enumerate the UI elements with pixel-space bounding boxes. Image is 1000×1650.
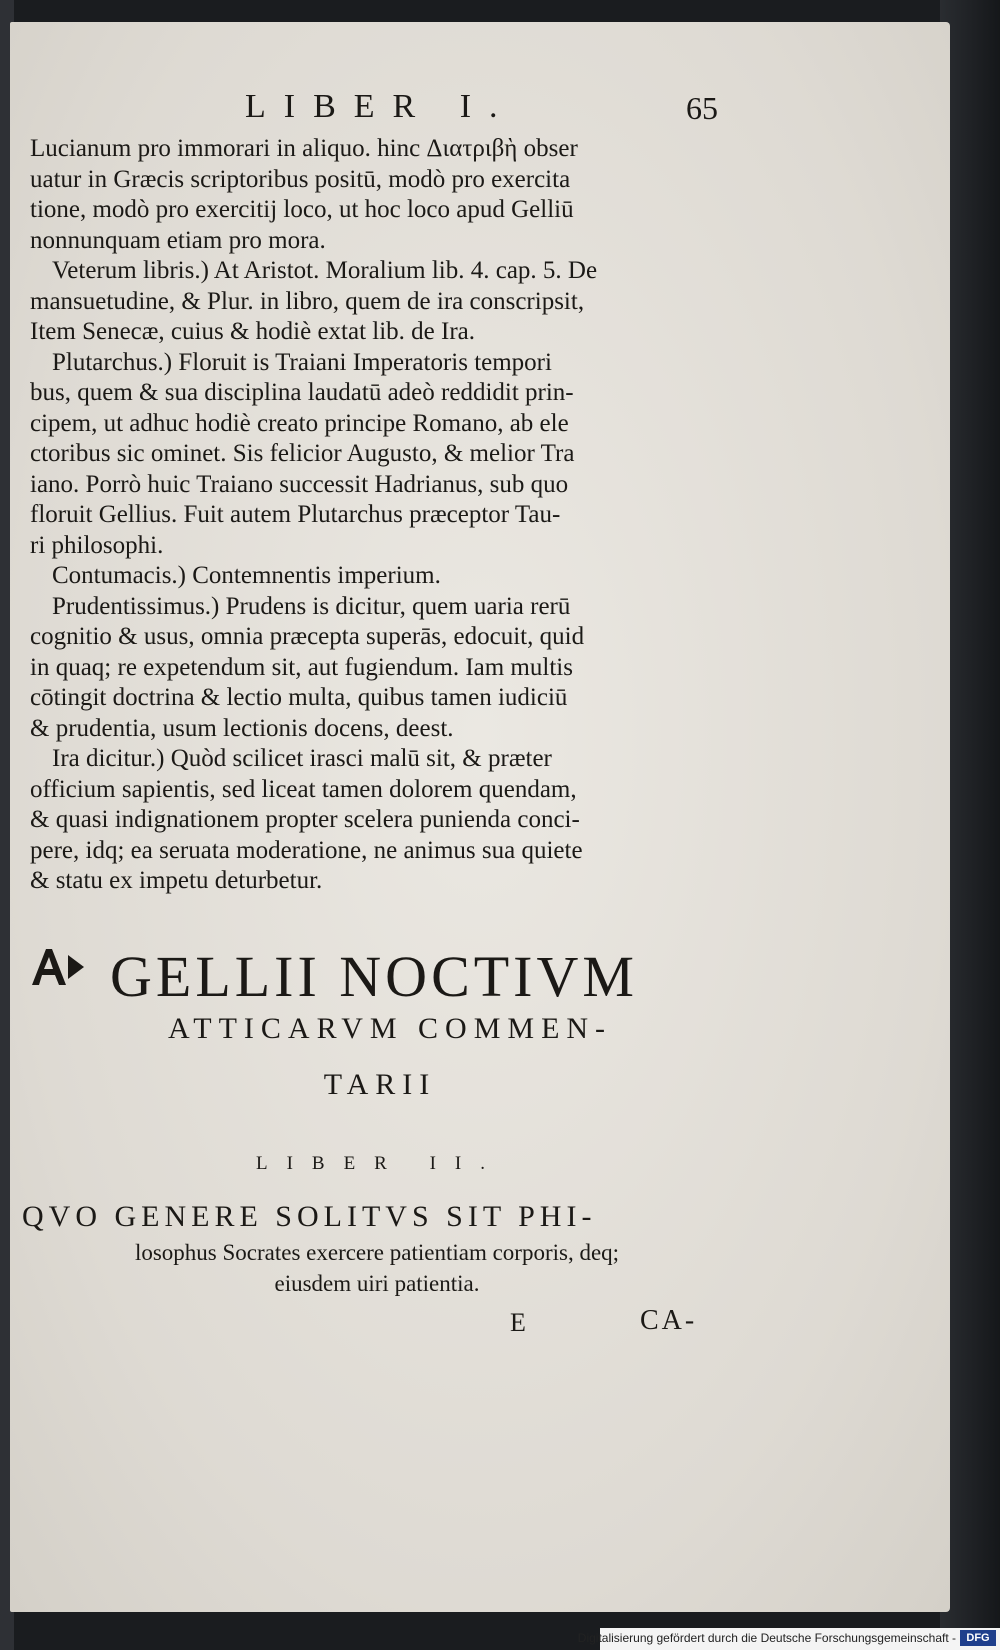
text-line: in quaq; re expetendum sit, aut fugiendum. Iam multis [30, 653, 573, 681]
chapter-heading-line: eiusdem uiri patientia. [274, 1271, 480, 1296]
text-line: bus, quem & sua disciplina laudatū adeò reddidit prin- [30, 379, 574, 406]
text-line: Lucianum pro immorari in aliquo. hinc Διατριβὴ obser [30, 135, 578, 162]
catchword: CA- [640, 1305, 698, 1336]
text-line: & quasi indignationem propter scelera punienda conci- [30, 806, 580, 833]
section-subtitle: ATTICARVM COMMEN- [167, 1012, 613, 1045]
text-line: tione, modò pro exercitij loco, ut hoc loco apud Gelliū [30, 196, 574, 223]
dfg-logo-icon: DFG [960, 1630, 996, 1646]
text-line: floruit Gellius. Fuit autem Plutarchus præceptor Tau- [30, 501, 561, 528]
text-line: officium sapientis, sed liceat tamen dolorem quendam, [30, 775, 577, 803]
text-line: Plutarchus.) Floruit is Traiani Imperatoris tempori [52, 348, 552, 376]
text-line: cipem, ut adhuc hodiè creato principe Romano, ab ele [30, 409, 569, 437]
section-subtitle-continued: TARII [323, 1068, 437, 1101]
text-line: nonnunquam etiam pro mora. [30, 226, 326, 254]
text-line: Veterum libris.) At Aristot. Moralium lib. 4. cap. 5. De [52, 257, 598, 284]
text-line: cōtingit doctrina & lectio multa, quibus tamen iudiciū [30, 684, 568, 711]
text-line: ctoribus sic ominet. Sis felicior Augusto, & melior Tra [30, 440, 575, 467]
text-line: cognitio & usus, omnia præcepta superās, edocuit, quid [30, 623, 585, 650]
printer-ornament-icon [28, 945, 88, 989]
page-number: 65 [686, 90, 718, 126]
running-title: LIBER I. [245, 88, 516, 125]
text-line: & statu ex impetu deturbetur. [30, 867, 323, 894]
text-line: pere, idq; ea seruata moderatione, ne animus sua quiete [30, 836, 583, 864]
text-line: iano. Porrò huic Traiano successit Hadrianus, sub quo [30, 470, 569, 498]
running-head [30, 88, 730, 132]
text-line: uatur in Græcis scriptoribus positū, modò pro exercita [30, 165, 571, 193]
text-line: mansuetudine, & Plur. in libro, quem de ira conscripsit, [30, 287, 585, 315]
book-label: LIBER II. [255, 1153, 505, 1174]
signature-mark: E [510, 1308, 526, 1337]
text-line: Ira dicitur.) Quòd scilicet irasci malū sit, & præter [52, 745, 552, 772]
text-line: ri philosophi. [30, 531, 164, 559]
text-line: Prudentissimus.) Prudens is dicitur, quem uaria rerū [52, 592, 571, 620]
section-title: GELLII NOCTIVM [110, 944, 638, 1009]
chapter-heading-line: losophus Socrates exercere patientiam corporis, deq; [134, 1240, 620, 1265]
text-line: Contumacis.) Contemnentis imperium. [52, 562, 441, 589]
footer-credit: Digitalisierung gefördert durch die Deutsche Forschungsgemeinschaft - [577, 1631, 956, 1645]
text-line: & prudentia, usum lectionis docens, deest. [30, 714, 454, 742]
text-line: Item Senecæ, cuius & hodiè extat lib. de Ira. [30, 318, 476, 345]
chapter-heading: QVO GENERE SOLITVS SIT PHI- [22, 1200, 597, 1233]
commentary-text [30, 134, 730, 897]
